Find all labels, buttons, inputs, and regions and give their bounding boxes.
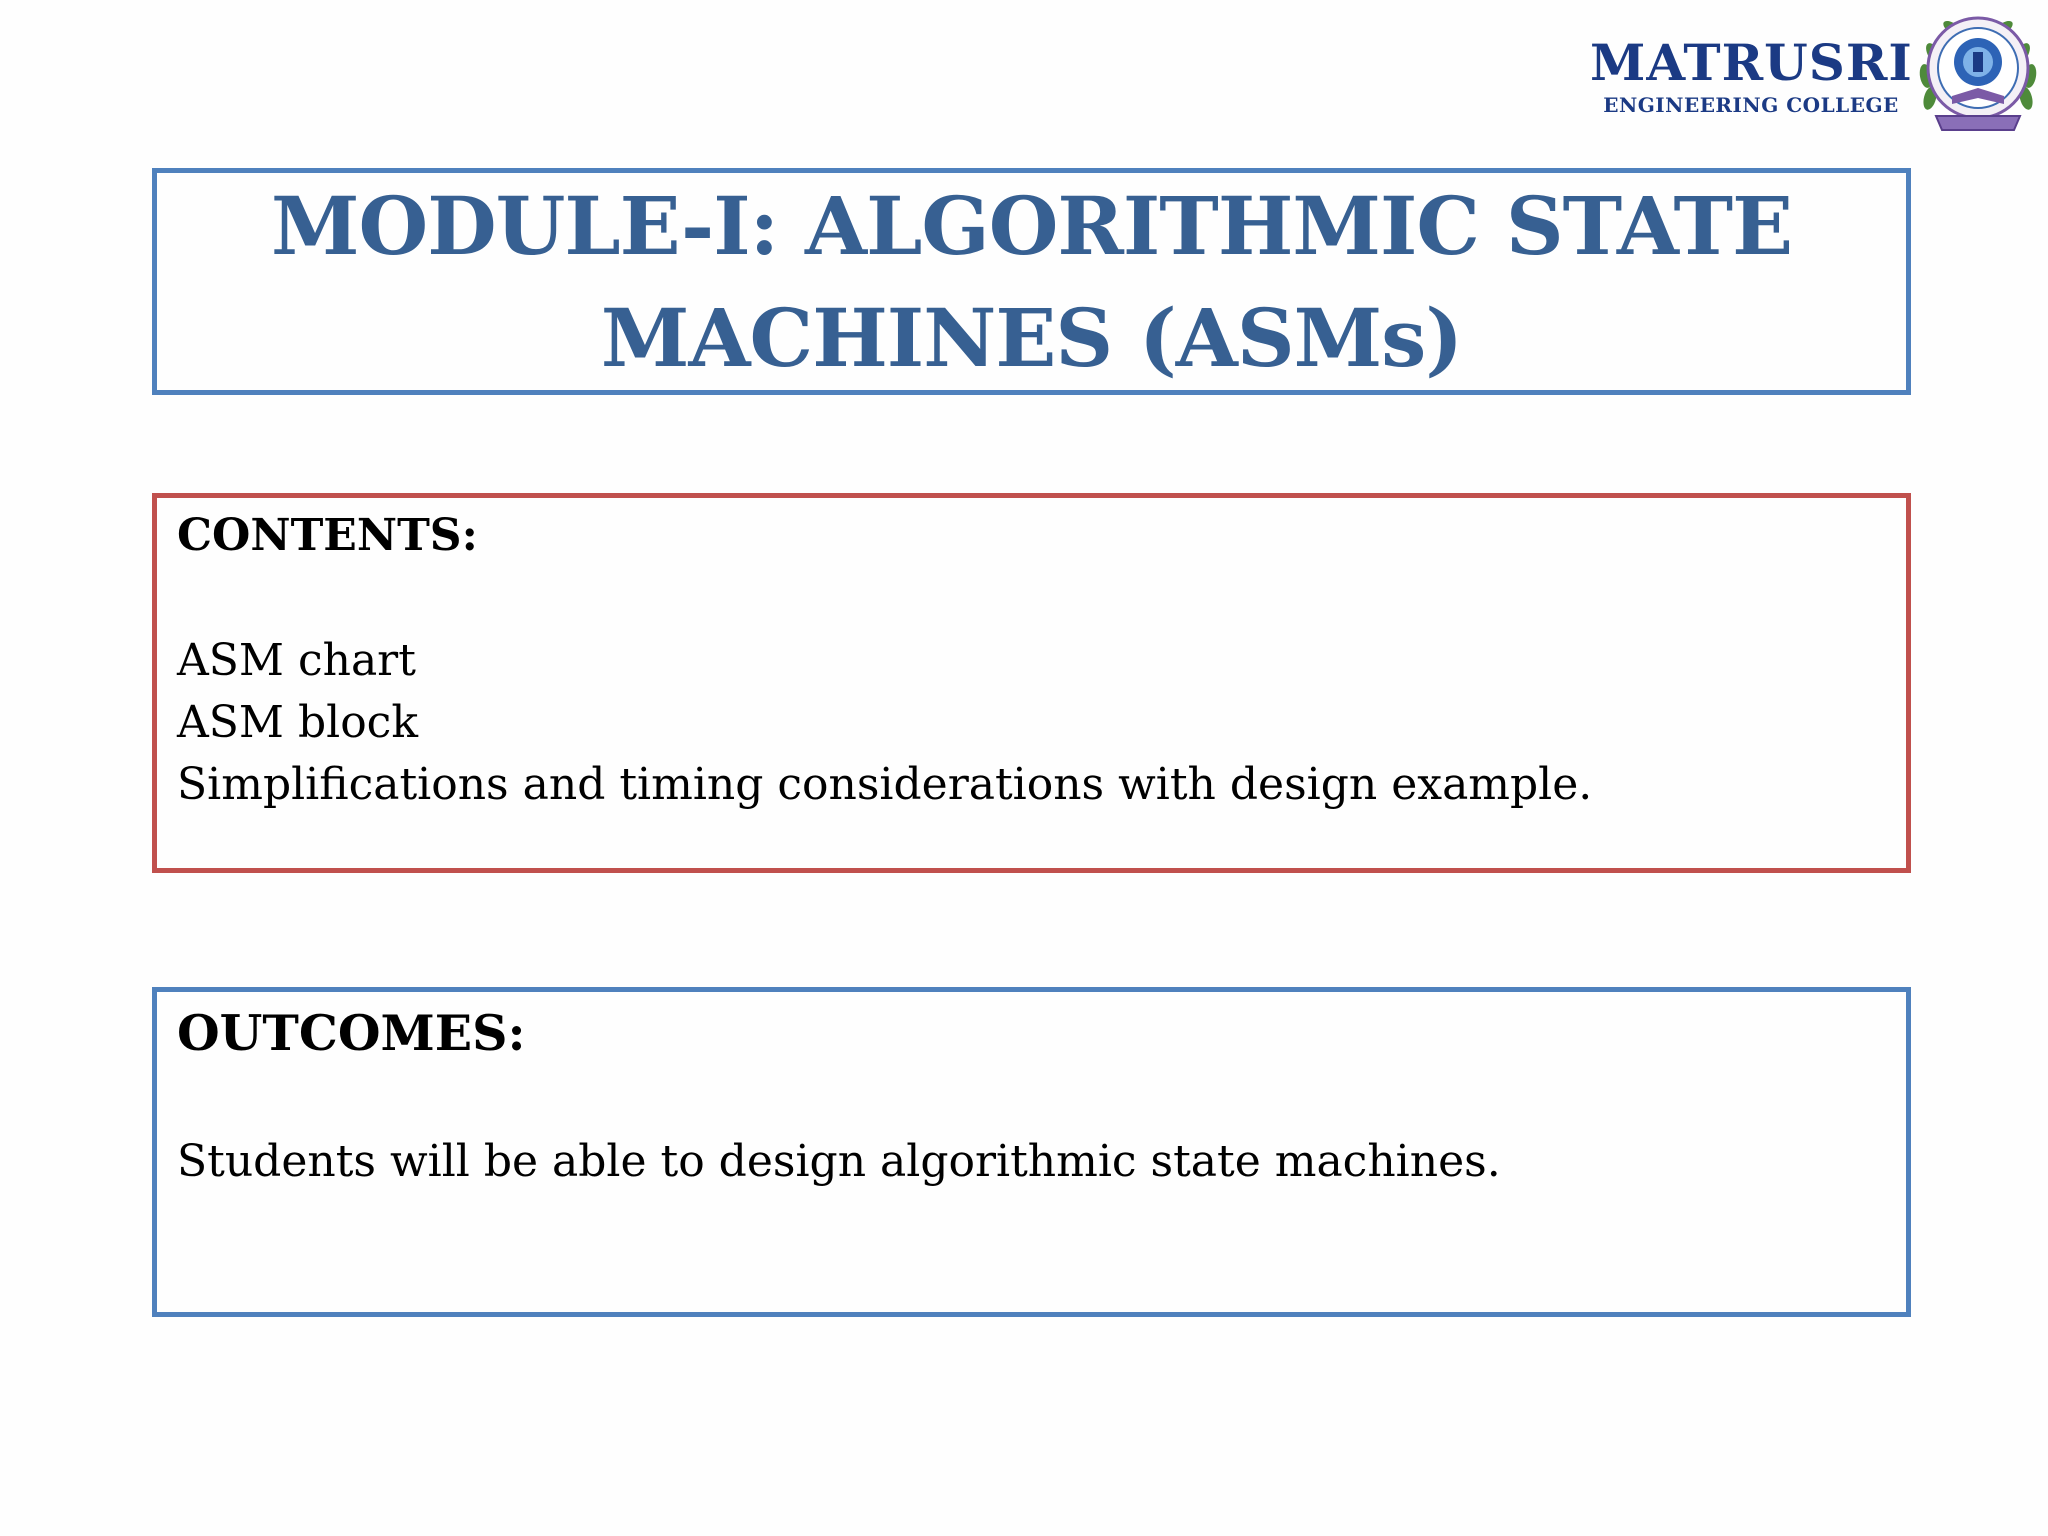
module-title-line-2: MACHINES (ASMs) [600, 290, 1463, 385]
contents-item: ASM block [177, 697, 418, 748]
outcomes-heading: OUTCOMES: [177, 1004, 526, 1062]
outcomes-box [152, 987, 1911, 1317]
college-emblem-icon [1912, 4, 2044, 144]
contents-list [177, 630, 1886, 816]
contents-box [152, 493, 1911, 873]
module-title-line-1: MODULE-I: ALGORITHMIC STATE [270, 178, 1793, 273]
outcome-text: Students will be able to design algorithmic state machines. [177, 1136, 1501, 1187]
module-title [271, 170, 1792, 394]
contents-heading: CONTENTS: [177, 510, 478, 561]
college-brand [1590, 34, 1912, 118]
contents-item: Simplifications and timing considerations with design example. [177, 759, 1593, 810]
brand-subtitle: ENGINEERING COLLEGE [1603, 93, 1899, 117]
contents-item: ASM chart [177, 635, 416, 686]
brand-name: MATRUSRI [1590, 33, 1913, 92]
module-title-box [152, 168, 1911, 395]
